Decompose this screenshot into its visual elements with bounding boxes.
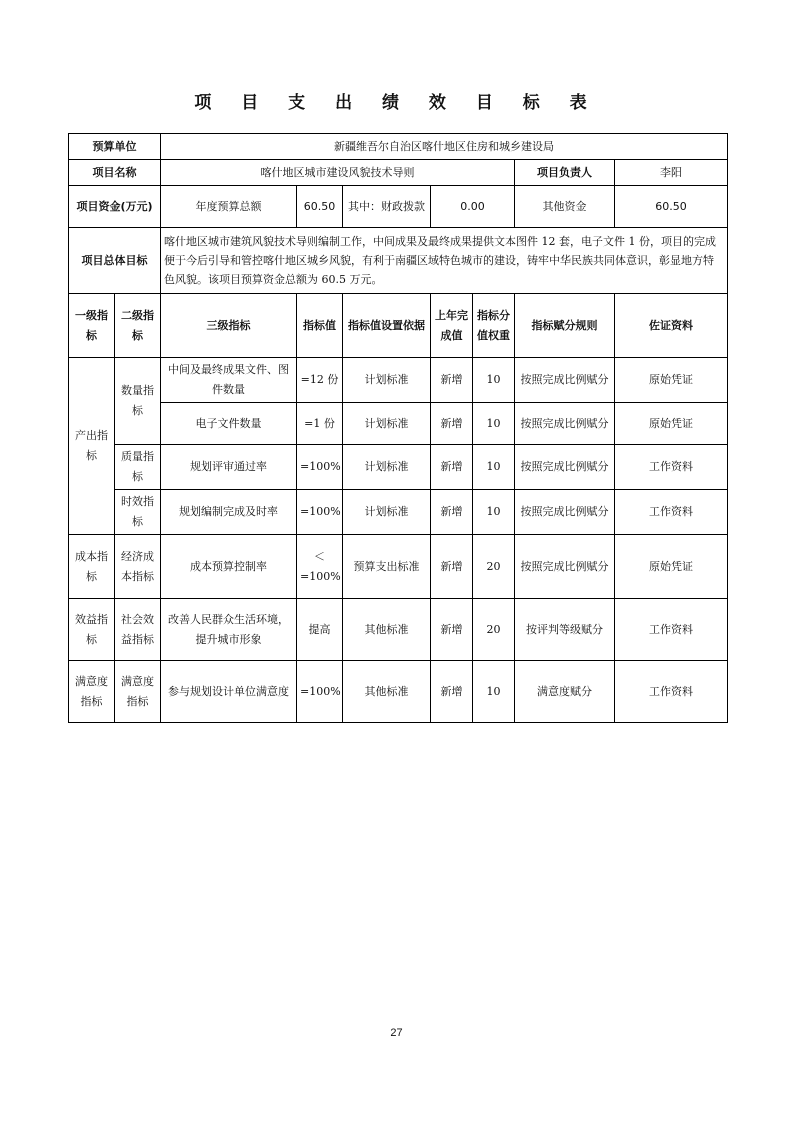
table-row [69,403,728,445]
table-row [69,535,728,599]
row-basis: 计划标准 [343,403,431,445]
row-evidence: 工作资料 [615,661,728,723]
group-output: 产出指标 [69,358,115,535]
budget-unit-label: 预算单位 [69,134,161,160]
row-evidence: 工作资料 [615,445,728,490]
subgroup-quantity: 数量指标 [115,358,161,445]
group-cost: 成本指标 [69,535,115,599]
header-basis: 指标值设置依据 [343,294,431,358]
row-value: ＜=100% [297,535,343,599]
performance-table [68,133,728,723]
header-level3: 三级指标 [161,294,297,358]
row-basis: 计划标准 [343,358,431,403]
fiscal-label: 其中：财政拨款 [343,186,431,228]
row-value: 提高 [297,599,343,661]
row-value: =1 份 [297,403,343,445]
project-name-value: 喀什地区城市建设风貌技术导则 [161,160,515,186]
group-satisfaction: 满意度指标 [69,661,115,723]
row-rule: 按评判等级赋分 [515,599,615,661]
manager-value: 李阳 [615,160,728,186]
row-indicator: 电子文件数量 [161,403,297,445]
row-basis: 其他标准 [343,599,431,661]
row-evidence: 原始凭证 [615,535,728,599]
row-rule: 按照完成比例赋分 [515,445,615,490]
row-value: =100% [297,661,343,723]
project-name-label: 项目名称 [69,160,161,186]
table-row [69,661,728,723]
row-basis: 计划标准 [343,490,431,535]
row-indicator: 参与规划设计单位满意度 [161,661,297,723]
row-weight: 10 [473,445,515,490]
row-weight: 10 [473,490,515,535]
row-rule: 满意度赋分 [515,661,615,723]
row-evidence: 工作资料 [615,599,728,661]
table-row [69,599,728,661]
header-last-year: 上年完成值 [431,294,473,358]
row-basis: 预算支出标准 [343,535,431,599]
row-weight: 10 [473,403,515,445]
row-evidence: 原始凭证 [615,403,728,445]
row-weight: 20 [473,599,515,661]
row-last-year: 新增 [431,599,473,661]
row-value: =12 份 [297,358,343,403]
row-rule: 按照完成比例赋分 [515,358,615,403]
row-last-year: 新增 [431,535,473,599]
header-level2: 二级指标 [115,294,161,358]
header-evidence: 佐证资料 [615,294,728,358]
subgroup-satisfaction: 满意度指标 [115,661,161,723]
row-value: =100% [297,445,343,490]
page-number: 27 [390,1027,403,1039]
subgroup-quality: 质量指标 [115,445,161,490]
header-rule: 指标赋分规则 [515,294,615,358]
row-indicator: 规划编制完成及时率 [161,490,297,535]
row-rule: 按照完成比例赋分 [515,535,615,599]
other-funds-value: 60.50 [615,186,728,228]
row-basis: 计划标准 [343,445,431,490]
goal-label: 项目总体目标 [69,228,161,294]
row-weight: 10 [473,358,515,403]
row-weight: 20 [473,535,515,599]
row-rule: 按照完成比例赋分 [515,490,615,535]
row-indicator: 中间及最终成果文件、图件数量 [161,358,297,403]
subgroup-economic-cost: 经济成本指标 [115,535,161,599]
subgroup-timeliness: 时效指标 [115,490,161,535]
header-weight: 指标分值权重 [473,294,515,358]
table-row [69,490,728,535]
row-last-year: 新增 [431,490,473,535]
header-value: 指标值 [297,294,343,358]
row-weight: 10 [473,661,515,723]
row-last-year: 新增 [431,445,473,490]
group-benefit: 效益指标 [69,599,115,661]
row-indicator: 规划评审通过率 [161,445,297,490]
manager-label: 项目负责人 [515,160,615,186]
funds-label: 项目资金(万元) [69,186,161,228]
annual-budget-value: 60.50 [297,186,343,228]
row-last-year: 新增 [431,661,473,723]
table-row [69,445,728,490]
annual-budget-label: 年度预算总额 [161,186,297,228]
row-evidence: 工作资料 [615,490,728,535]
row-evidence: 原始凭证 [615,358,728,403]
header-level1: 一级指标 [69,294,115,358]
page-title: 项 目 支 出 绩 效 目 标 表 [194,93,599,113]
table-row [69,358,728,403]
budget-unit-value: 新疆维吾尔自治区喀什地区住房和城乡建设局 [161,134,728,160]
row-basis: 其他标准 [343,661,431,723]
goal-text: 喀什地区城市建筑风貌技术导则编制工作，中间成果及最终成果提供文本图件 12 套，电子文件 1 份，项目的完成便于今后引导和管控喀什地区城乡风貌，有利于南疆区域特色城市的建设，铸牢中华民族共同体意识，彰显地方特色风貌。该项目预算资金总额为 60.5 万元。 [161,228,728,294]
row-rule: 按照完成比例赋分 [515,403,615,445]
row-last-year: 新增 [431,403,473,445]
row-indicator: 成本预算控制率 [161,535,297,599]
row-indicator: 改善人民群众生活环境，提升城市形象 [161,599,297,661]
fiscal-value: 0.00 [431,186,515,228]
other-funds-label: 其他资金 [515,186,615,228]
row-value: =100% [297,490,343,535]
row-last-year: 新增 [431,358,473,403]
subgroup-social-benefit: 社会效益指标 [115,599,161,661]
